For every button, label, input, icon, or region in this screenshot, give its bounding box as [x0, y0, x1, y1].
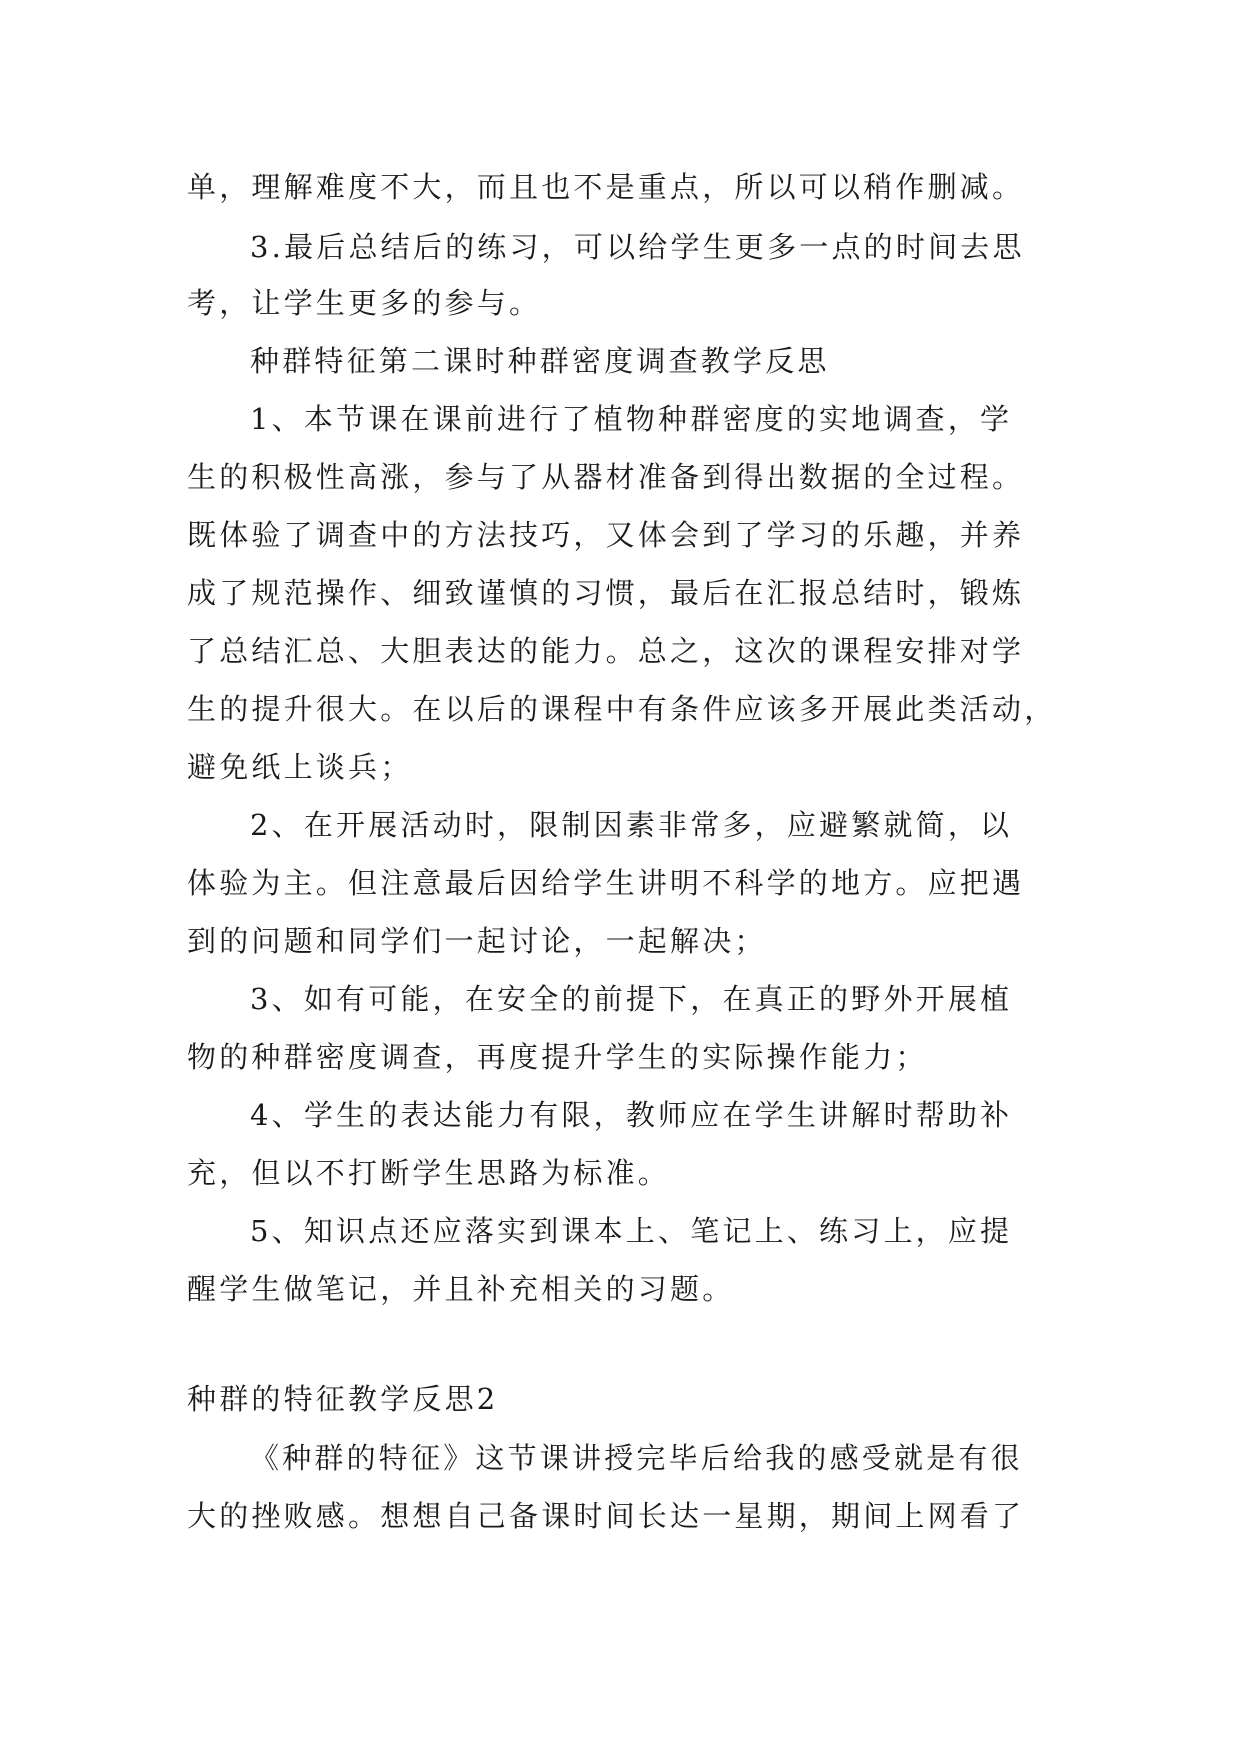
text-line: 成了规范操作、细致谨慎的习惯，最后在汇报总结时，锻炼: [187, 576, 1025, 610]
text-line: 物的种群密度调查，再度提升学生的实际操作能力；: [187, 1040, 928, 1074]
text-line: 避免纸上谈兵；: [187, 750, 413, 784]
text-line: 体验为主。但注意最后因给学生讲明不科学的地方。应把遇: [187, 866, 1025, 900]
text-line: 醒学生做笔记，并且补充相关的习题。: [187, 1272, 735, 1306]
text-line: 考，让学生更多的参与。: [187, 286, 542, 320]
text-line: 4、学生的表达能力有限，教师应在学生讲解时帮助补: [250, 1098, 1013, 1132]
text-line: 生的积极性高涨，参与了从器材准备到得出数据的全过程。: [187, 460, 1025, 494]
text-line: 3.最后总结后的练习，可以给学生更多一点的时间去思: [250, 230, 1025, 264]
text-line: 了总结汇总、大胆表达的能力。总之，这次的课程安排对学: [187, 634, 1025, 668]
text-line: 2、在开展活动时，限制因素非常多，应避繁就简，以: [250, 808, 1013, 842]
section-heading: 种群特征第二课时种群密度调查教学反思: [250, 344, 830, 378]
text-line: 既体验了调查中的方法技巧，又体会到了学习的乐趣，并养: [187, 518, 1025, 552]
section-heading: 种群的特征教学反思2: [187, 1382, 499, 1416]
text-line: 1、本节课在课前进行了植物种群密度的实地调查，学: [250, 402, 1013, 436]
text-line: 5、知识点还应落实到课本上、笔记上、练习上，应提: [250, 1214, 1013, 1248]
text-line: 《种群的特征》这节课讲授完毕后给我的感受就是有很: [250, 1441, 1023, 1475]
text-line: 单，理解难度不大，而且也不是重点，所以可以稍作删减。: [187, 170, 1025, 204]
text-line: 3、如有可能，在安全的前提下，在真正的野外开展植: [250, 982, 1013, 1016]
text-line: 大的挫败感。想想自己备课时间长达一星期，期间上网看了: [187, 1499, 1025, 1533]
text-line: 到的问题和同学们一起讨论，一起解决；: [187, 924, 767, 958]
text-line: 生的提升很大。在以后的课程中有条件应该多开展此类活动，: [187, 692, 1057, 726]
text-line: 充，但以不打断学生思路为标准。: [187, 1156, 671, 1190]
